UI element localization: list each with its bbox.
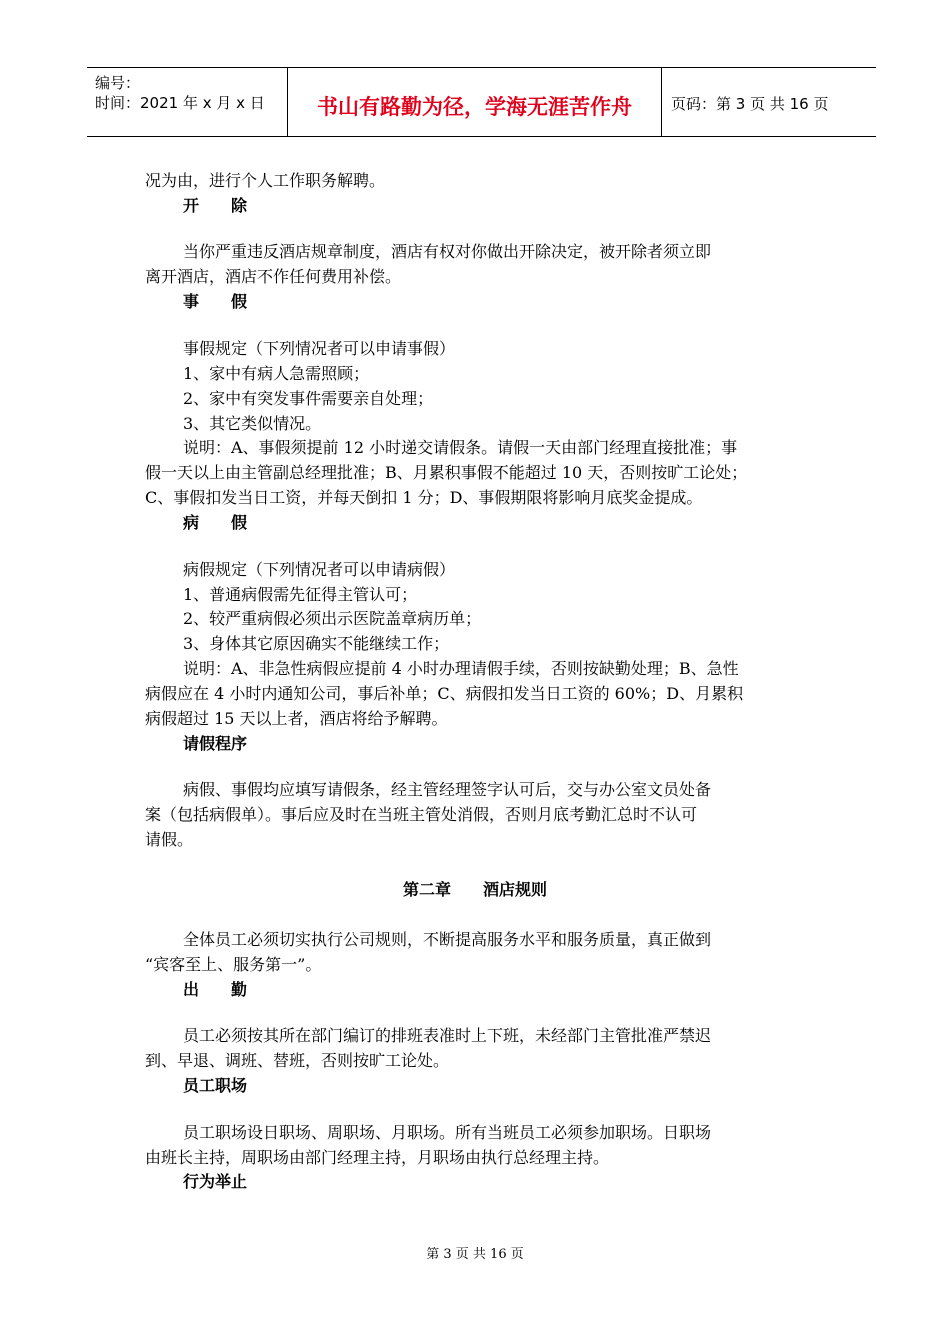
body-line: 请假。 (145, 830, 194, 849)
header-time: 时间：2021 年 x 月 x 日 (95, 94, 265, 112)
header-left-cell (87, 68, 287, 136)
list-item: 3、其它类似情况。 (183, 414, 322, 433)
body-line: 说明：A、非急性病假应提前 4 小时办理请假手续，否则按缺勤处理；B、急性 (183, 659, 739, 678)
body-line: 事假规定（下列情况者可以申请事假） (183, 339, 456, 358)
body-line: “宾客至上、服务第一”。 (145, 955, 322, 974)
section-heading-leave-procedure: 请假程序 (183, 734, 248, 753)
list-item: 2、较严重病假必须出示医院盖章病历单； (183, 609, 482, 628)
header-center-cell (287, 68, 662, 136)
chapter-title: 第二章 酒店规则 (402, 880, 547, 899)
body-line: 病假超过 15 天以上者，酒店将给予解聘。 (145, 709, 448, 728)
body-line: 员工职场设日职场、周职场、月职场。所有当班员工必须参加职场。日职场 (183, 1123, 712, 1142)
header-motto: 书山有路勤为径，学海无涯苦作舟 (317, 95, 632, 119)
list-item: 1、普通病假需先征得主管认可； (183, 585, 418, 604)
header-right-cell (661, 68, 876, 136)
list-item: 3、身体其它原因确实不能继续工作； (183, 634, 450, 653)
section-heading-attendance: 出 勤 (183, 980, 248, 999)
page-header (87, 67, 876, 137)
body-line: 假一天以上由主管副总经理批准；B、月累积事假不能超过 10 天，否则按旷工论处； (145, 463, 748, 482)
page-footer: 第 3 页 共 16 页 (426, 1247, 524, 1262)
body-line: 况为由，进行个人工作职务解聘。 (145, 171, 386, 190)
section-heading-conduct: 行为举止 (183, 1172, 248, 1191)
list-item: 1、家中有病人急需照顾； (183, 364, 370, 383)
body-line: 病假应在 4 小时内通知公司，事后补单；C、病假扣发当日工资的 60%；D、月累积 (145, 684, 744, 703)
body-line: 病假规定（下列情况者可以申请病假） (183, 560, 456, 579)
body-line: 当你严重违反酒店规章制度，酒店有权对你做出开除决定，被开除者须立即 (183, 242, 712, 261)
section-heading-personal-leave: 事 假 (183, 292, 248, 311)
body-line: 说明：A、事假须提前 12 小时递交请假条。请假一天由部门经理直接批准；事 (183, 438, 738, 457)
body-line: 全体员工必须切实执行公司规则，不断提高服务水平和服务质量，真正做到 (183, 930, 712, 949)
body-line: 案（包括病假单）。事后应及时在当班主管处消假，否则月底考勤汇总时不认可 (145, 805, 698, 824)
body-line: 病假、事假均应填写请假条，经主管经理签字认可后，交与办公室文员处备 (183, 780, 712, 799)
section-heading-sick-leave: 病 假 (183, 513, 248, 532)
section-heading-staff-meeting: 员工职场 (183, 1076, 248, 1095)
body-line: 由班长主持，周职场由部门经理主持，月职场由执行总经理主持。 (145, 1148, 610, 1167)
list-item: 2、家中有突发事件需要亲自处理； (183, 389, 434, 408)
body-line: 员工必须按其所在部门编订的排班表准时上下班，未经部门主管批准严禁迟 (183, 1026, 712, 1045)
header-page-number: 页码：第 3 页 共 16 页 (671, 95, 829, 113)
body-line: C、事假扣发当日工资，并每天倒扣 1 分；D、事假期限将影响月底奖金提成。 (145, 488, 703, 507)
section-heading-dismissal: 开 除 (183, 196, 248, 215)
body-line: 离开酒店，酒店不作任何费用补偿。 (145, 267, 402, 286)
header-serial: 编号： (95, 74, 141, 92)
body-line: 到、早退、调班、替班，否则按旷工论处。 (145, 1051, 450, 1070)
